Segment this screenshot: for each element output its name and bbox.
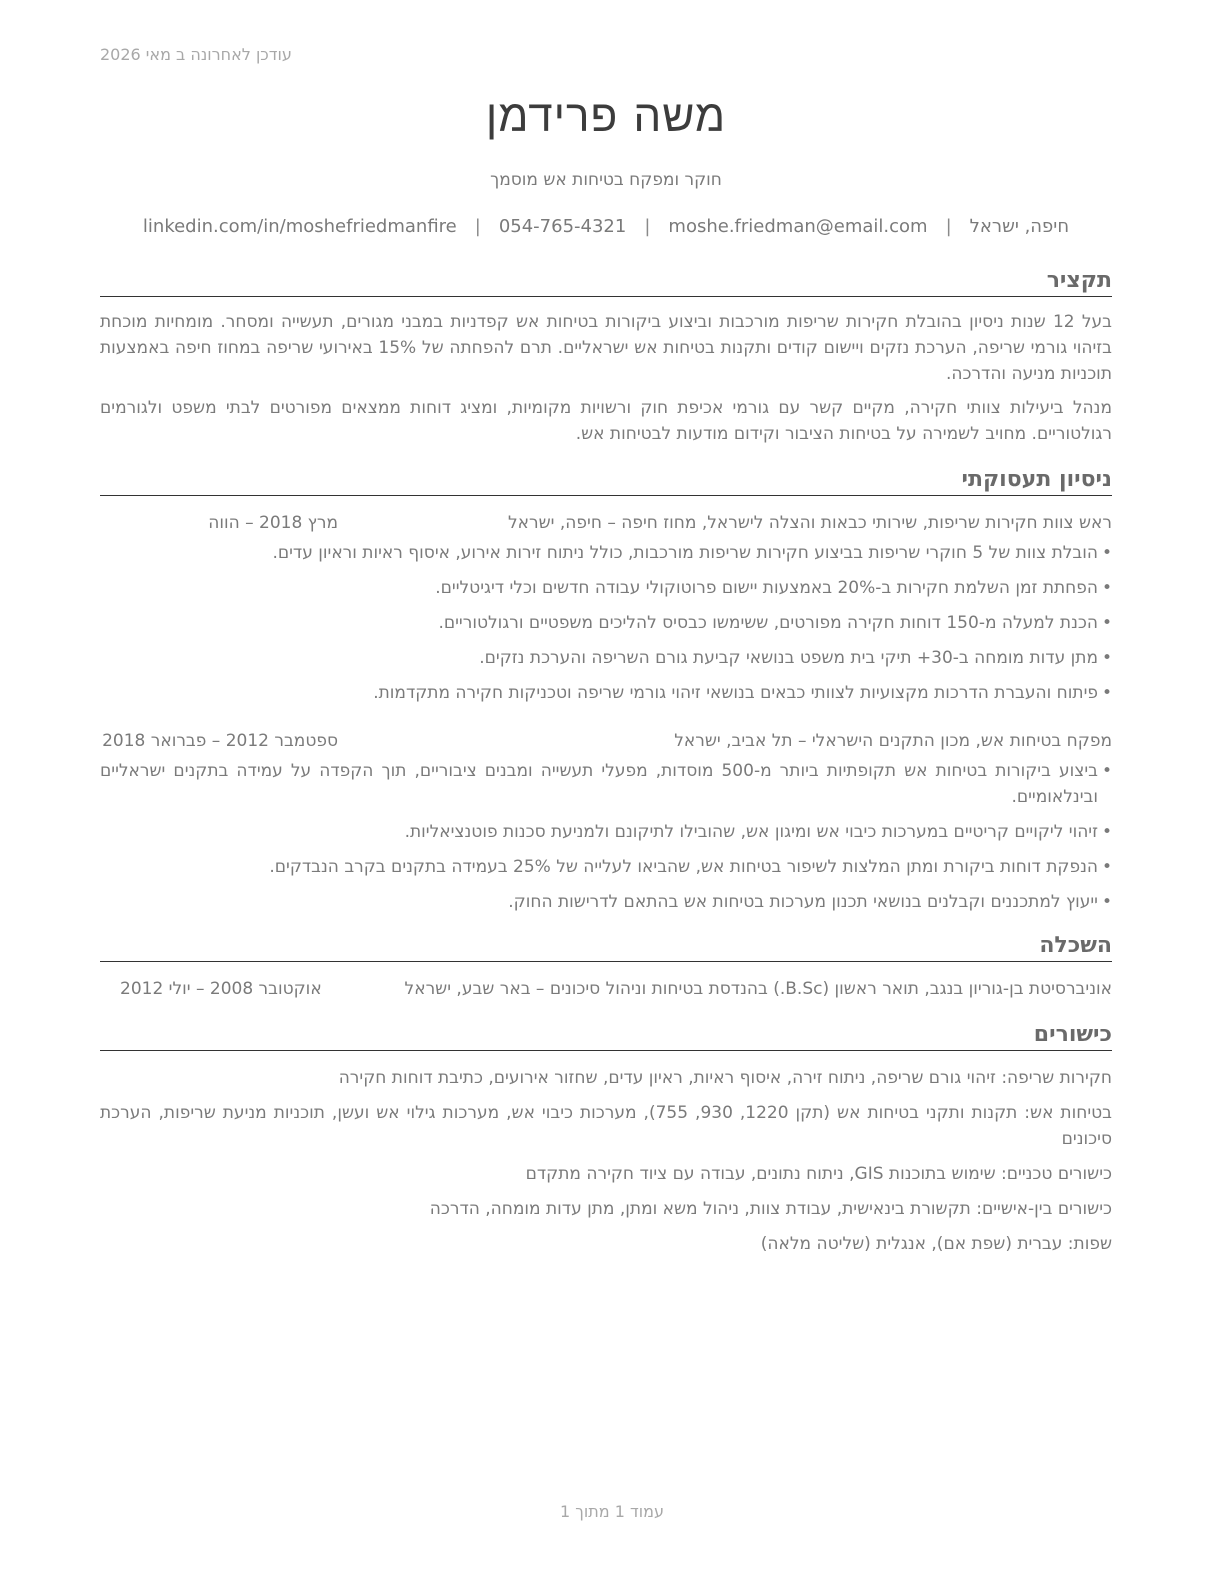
skill-line: חקירות שריפה: זיהוי גורם שריפה, ניתוח זירה, איסוף ראיות, ראיון עדים, שחזור אירועים, כתיבת דוחות חקירה	[338, 1068, 1112, 1088]
skills-heading: כישורים	[100, 1020, 1112, 1051]
education-dates: אוקטובר 2008 – יולי 2012	[120, 979, 322, 999]
job-title: חוקר ומפקח בטיחות אש מוסמך	[490, 170, 722, 190]
summary-paragraph: בעל 12 שנות ניסיון בהובלת חקירות שריפות מורכבות וביצוע ביקורות בטיחות אש קפדניות במבני מגורים, תעשייה ומסחר. מומחיות מוכחת בזיהוי גורמי שריפה, הערכת נזקים ויישום קודים ותקנות בטיחות אש ישראליים. תרם להפחתה של 15% באירועי שריפה במחוז חיפה באמצעות תוכניות מניעה והדרכה.	[100, 312, 1113, 384]
skill-line: שפות: עברית (שפת אם), אנגלית (שליטה מלאה)	[760, 1234, 1112, 1254]
contact-separator: |	[474, 216, 481, 237]
resume-page	[100, 88, 1112, 1257]
job-bullets	[100, 540, 1112, 706]
contact-location: חיפה, ישראל	[969, 216, 1070, 237]
skill-line: בטיחות אש: תקנות ותקני בטיחות אש (תקן 1220, 930, 755), מערכות כיבוי אש, מערכות גילוי אש ועשן, תוכניות מניעת שריפות, הערכת סיכונים	[100, 1103, 1112, 1149]
job-role: ראש צוות חקירות שריפות, שירותי כבאות והצלה לישראל, מחוז חיפה – חיפה, ישראל	[508, 513, 1112, 533]
skill-line: כישורים בין-אישיים: תקשורת בינאישית, עבודת צוות, ניהול משא ומתן, מתן עדות מומחה, הדרכה	[429, 1199, 1112, 1219]
job-bullets	[100, 758, 1112, 915]
job-bullet: • פיתוח והעברת הדרכות מקצועיות לצוותי כבאים בנושאי זיהוי גורמי שריפה וטכניקות חקירה מתקדמות.	[100, 680, 1098, 706]
job-bullet: • הכנת למעלה מ-150 דוחות חקירה מפורטים, ששימשו כבסיס להליכים משפטיים ורגולטוריים.	[100, 610, 1098, 636]
summary-heading: תקציר	[100, 266, 1112, 297]
contact-line	[100, 214, 1112, 240]
job-role: מפקח בטיחות אש, מכון התקנים הישראלי – תל אביב, ישראל	[674, 731, 1112, 751]
education-degree: אוניברסיטת בן-גוריון בנגב, תואר ראשון (B.Sc.) בהנדסת בטיחות וניהול סיכונים – באר שבע, ישראל	[404, 979, 1112, 999]
contact-separator: |	[644, 216, 651, 237]
last-updated-note: עודכן לאחרונה ב מאי 2026	[100, 45, 292, 64]
page-number: עמוד 1 מתוך 1	[560, 1502, 664, 1521]
job-dates: ספטמבר 2012 – פברואר 2018	[102, 731, 338, 751]
education-section	[100, 931, 1112, 1002]
contact-email[interactable]: moshe.friedman@email.com	[668, 216, 928, 237]
job-entry	[100, 728, 1112, 915]
experience-section	[100, 465, 1112, 915]
job-header	[100, 510, 1112, 536]
job-bullet: • הובלת צוות של 5 חוקרי שריפות בביצוע חקירות שריפות מורכבות, כולל ניתוח זירות אירוע, איסוף ראיות וראיון עדים.	[100, 540, 1098, 566]
skills-section	[100, 1020, 1112, 1257]
job-bullet: • ביצוע ביקורות בטיחות אש תקופתיות ביותר מ-500 מוסדות, מפעלי תעשייה ומבנים ציבוריים, תוך הקפדה על עמידה בתקנים ישראליים ובינלאומיים.	[100, 758, 1098, 810]
job-bullet: • זיהוי ליקויים קריטיים במערכות כיבוי אש ומיגון אש, שהובילו לתיקונם ולמניעת סכנות פוטנציאליות.	[100, 819, 1098, 845]
education-heading: השכלה	[100, 931, 1112, 962]
experience-heading: ניסיון תעסוקתי	[100, 465, 1112, 496]
education-entry	[100, 976, 1112, 1002]
contact-separator: |	[945, 216, 952, 237]
job-entry	[100, 510, 1112, 706]
job-bullet: • ייעוץ למתכננים וקבלנים בנושאי תכנון מערכות בטיחות אש בהתאם לדרישות החוק.	[100, 889, 1098, 915]
job-header	[100, 728, 1112, 754]
job-bullet: • הנפקת דוחות ביקורת ומתן המלצות לשיפור בטיחות אש, שהביאו לעלייה של 25% בעמידה בתקנים בקרב הנבדקים.	[100, 854, 1098, 880]
summary-section	[100, 266, 1112, 447]
summary-paragraph: מנהל ביעילות צוותי חקירה, מקיים קשר עם גורמי אכיפת חוק ורשויות מקומיות, ומציג דוחות ממצאים מפורטים לבתי משפט ולגורמים רגולטוריים. מחויב לשמירה על בטיחות הציבור וקידום מודעות לבטיחות אש.	[100, 398, 1112, 444]
job-bullet: • מתן עדות מומחה ב-30+ תיקי בית משפט בנושאי קביעת גורם השריפה והערכת נזקים.	[100, 645, 1098, 671]
skill-line: כישורים טכניים: שימוש בתוכנות GIS, ניתוח נתונים, עבודה עם ציוד חקירה מתקדם	[525, 1164, 1112, 1184]
person-name: משה פרידמן	[485, 91, 727, 142]
contact-phone[interactable]: 054-765-4321	[498, 216, 627, 237]
job-bullet: • הפחתת זמן השלמת חקירות ב-20% באמצעות יישום פרוטוקולי עבודה חדשים וכלי דיגיטליים.	[100, 575, 1098, 601]
contact-linkedin[interactable]: linkedin.com/in/moshefriedmanfire	[142, 216, 457, 237]
job-dates: מרץ 2018 – הווה	[208, 513, 338, 533]
